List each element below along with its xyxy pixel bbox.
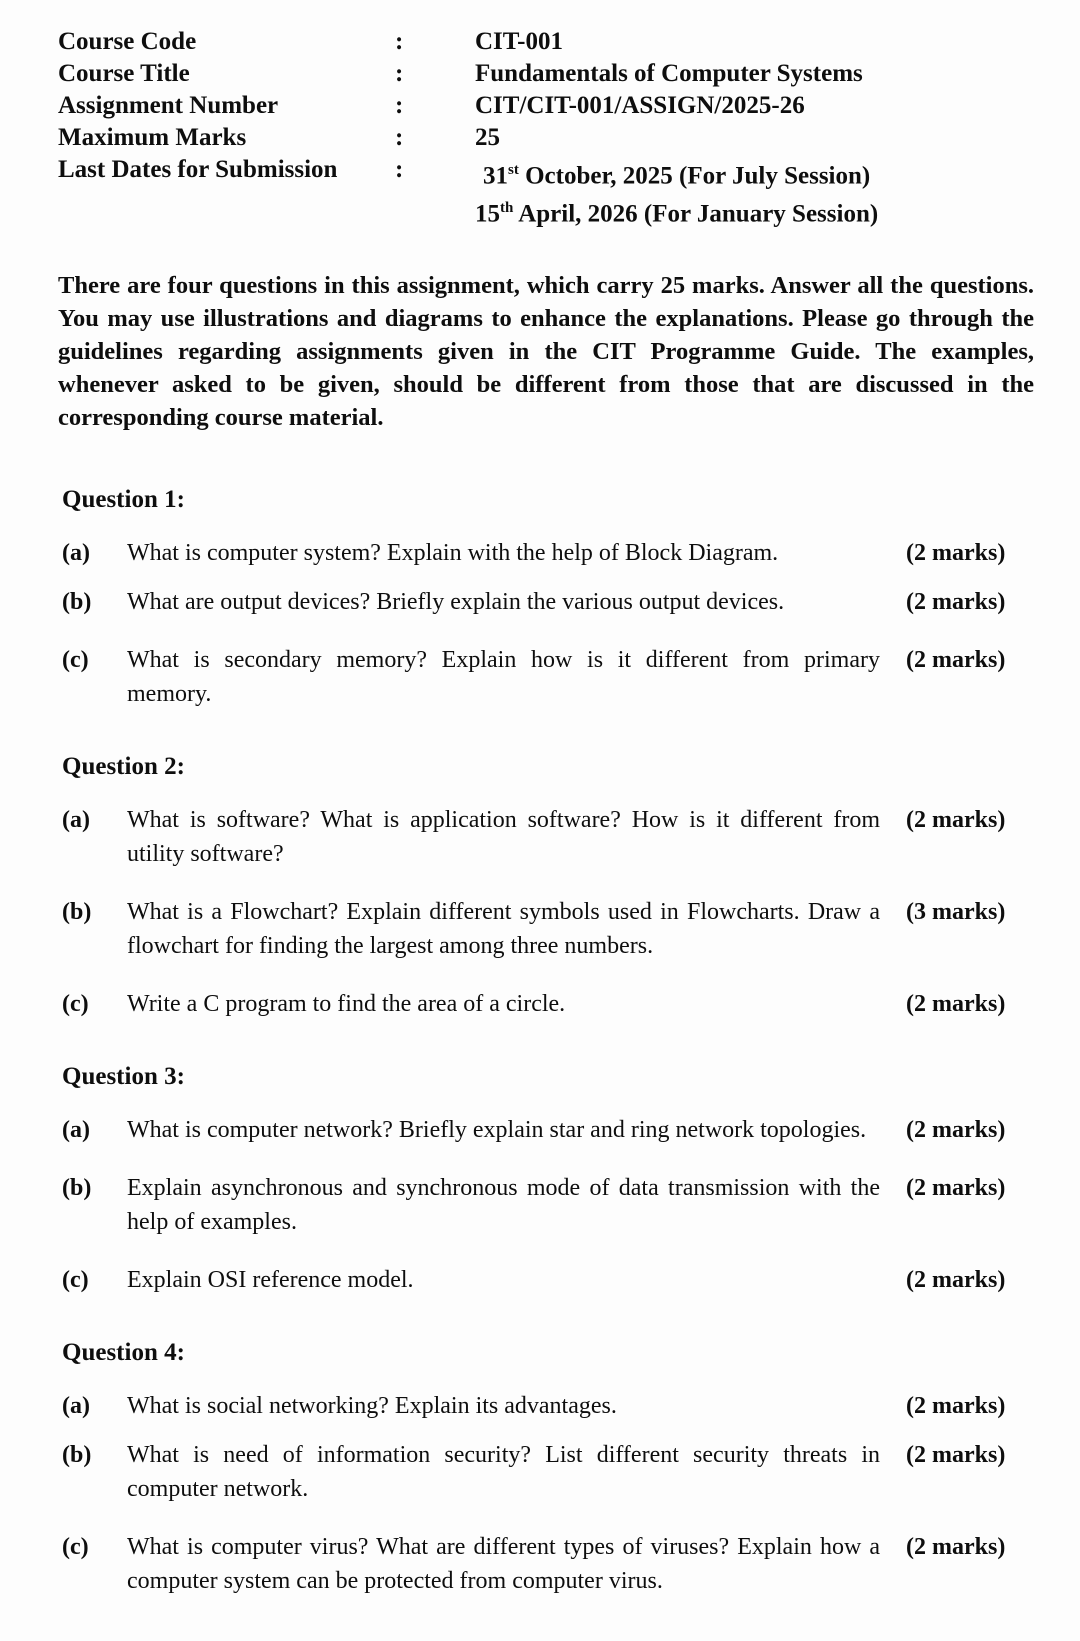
item-letter: (b) (62, 1174, 92, 1201)
course-code-label: Course Code (58, 28, 197, 55)
date-ordinal: th (500, 200, 514, 217)
item-marks: (2 marks) (906, 646, 1006, 673)
item-text: Explain asynchronous and synchronous mode of data transmission with the help of examples. (127, 1174, 880, 1235)
item-text: What is secondary memory? Explain how is it different from primary memory. (127, 646, 880, 707)
course-title-label: Course Title (58, 60, 190, 87)
assignment-document (58, 26, 1034, 1598)
assignment-number-label: Assignment Number (58, 92, 279, 119)
item-marks: (2 marks) (906, 806, 1006, 833)
item-marks: (2 marks) (906, 1441, 1006, 1468)
item-letter: (a) (62, 1116, 90, 1143)
date-day: 31 (483, 162, 508, 190)
question-3b (62, 1171, 1034, 1239)
item-letter: (b) (62, 898, 92, 925)
separator-colon: : (395, 92, 404, 119)
question-2a (62, 803, 1034, 871)
item-marks: (2 marks) (906, 990, 1006, 1017)
item-text: What is need of information security? List different security threats in computer network. (127, 1441, 880, 1502)
course-title-row (58, 58, 1034, 90)
item-letter: (b) (62, 588, 92, 615)
item-marks: (2 marks) (906, 539, 1006, 566)
submission-dates-value (475, 154, 1034, 231)
item-letter: (c) (62, 646, 89, 673)
item-marks: (2 marks) (906, 1266, 1006, 1293)
item-letter: (c) (62, 990, 89, 1017)
maximum-marks-row (58, 122, 1034, 154)
item-letter: (a) (62, 539, 90, 566)
question-1a (62, 536, 1034, 570)
item-text: What is a Flowchart? Explain different symbols used in Flowcharts. Draw a flowchart for finding the largest among three numbers. (127, 898, 880, 959)
item-text: What is computer system? Explain with the help of Block Diagram. (127, 539, 779, 566)
question-4a (62, 1389, 1034, 1423)
maximum-marks-label: Maximum Marks (58, 124, 247, 151)
question-1c (62, 643, 1034, 711)
question-3c (62, 1263, 1034, 1297)
item-text: What are output devices? Briefly explain the various output devices. (127, 588, 785, 615)
course-info-block (58, 26, 1034, 231)
question-2c (62, 987, 1034, 1021)
question-1-title: Question 1: (62, 485, 185, 513)
item-letter: (b) (62, 1441, 92, 1468)
question-2b (62, 895, 1034, 963)
date-rest: October, 2025 (For July Session) (518, 162, 871, 190)
item-text: What is computer virus? What are different types of viruses? Explain how a computer system can be protected from computer virus. (127, 1533, 880, 1594)
item-text: What is social networking? Explain its advantages. (127, 1392, 617, 1419)
submission-dates-label: Last Dates for Submission (58, 156, 338, 183)
item-text: What is computer network? Briefly explain star and ring network topologies. (127, 1116, 867, 1143)
submission-dates-row (58, 154, 1034, 231)
date-ordinal: st (508, 162, 519, 178)
question-1b (62, 585, 1034, 619)
separator-colon: : (395, 28, 404, 55)
assignment-number-row (58, 90, 1034, 122)
item-marks: (2 marks) (906, 1174, 1006, 1201)
question-3-section (58, 1063, 1034, 1297)
assignment-instructions: There are four questions in this assignment, which carry 25 marks. Answer all the questions. You may use illustrations and diagrams to enhance the explanations. Please go through the guidelines regarding assignments given in the CIT Programme Guide. The examples, whenever asked to be given, should be different from those that are discussed in the corresponding course material. (58, 271, 1034, 431)
question-2-title: Question 2: (62, 752, 185, 780)
date-day: 15 (475, 200, 500, 228)
item-marks: (3 marks) (906, 898, 1006, 925)
item-text: Explain OSI reference model. (127, 1266, 414, 1293)
submission-date-july (475, 154, 1034, 192)
separator-colon: : (395, 156, 404, 183)
question-4c (62, 1530, 1034, 1598)
question-4-title: Question 4: (62, 1338, 185, 1366)
question-3a (62, 1113, 1034, 1147)
maximum-marks-value: 25 (475, 124, 500, 151)
item-marks: (2 marks) (906, 1533, 1006, 1560)
course-code-value: CIT-001 (475, 28, 563, 55)
item-text: What is software? What is application software? How is it different from utility software? (127, 806, 880, 867)
item-letter: (a) (62, 806, 90, 833)
assignment-number-value: CIT/CIT-001/ASSIGN/2025-26 (475, 92, 805, 119)
question-3-title: Question 3: (62, 1062, 185, 1090)
date-rest: April, 2026 (For January Session) (513, 200, 879, 228)
separator-colon: : (395, 60, 404, 87)
item-letter: (c) (62, 1266, 89, 1293)
item-marks: (2 marks) (906, 1392, 1006, 1419)
course-title-value: Fundamentals of Computer Systems (475, 60, 863, 87)
separator-colon: : (395, 124, 404, 151)
question-4-section (58, 1339, 1034, 1598)
item-marks: (2 marks) (906, 588, 1006, 615)
question-4b (62, 1438, 1034, 1506)
item-letter: (c) (62, 1533, 89, 1560)
item-marks: (2 marks) (906, 1116, 1006, 1143)
course-code-row (58, 26, 1034, 58)
submission-date-january (475, 192, 1034, 230)
item-text: Write a C program to find the area of a circle. (127, 990, 566, 1017)
question-1-section (58, 486, 1034, 711)
item-letter: (a) (62, 1392, 90, 1419)
question-2-section (58, 753, 1034, 1021)
